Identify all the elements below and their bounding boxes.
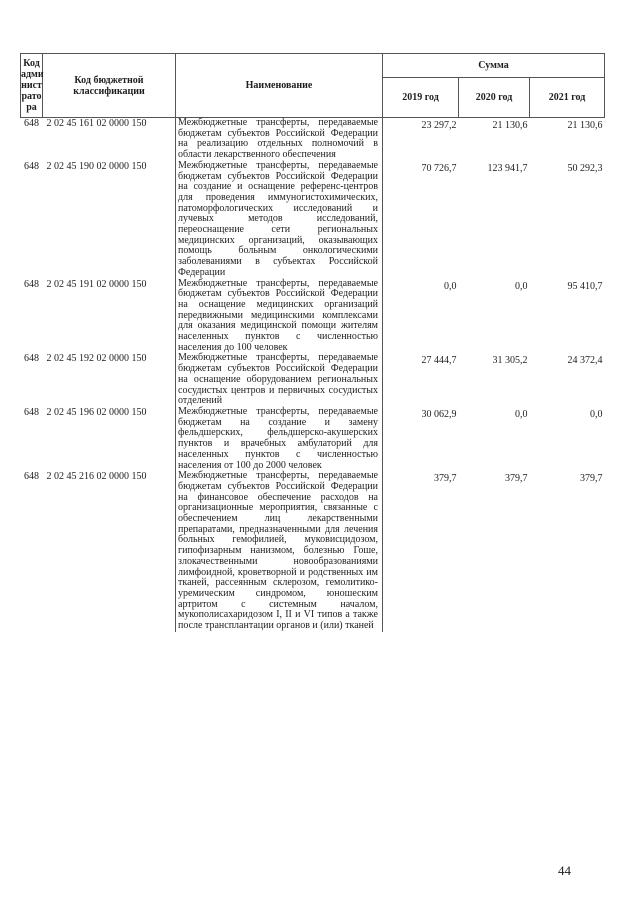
table-row (21, 407, 605, 471)
code-cell: 2 02 45 196 02 0000 150 (46, 406, 147, 418)
amount-2021-cell: 24 372,4 (567, 355, 603, 367)
table-row (21, 353, 605, 407)
year-2021-header: 2021 год (530, 78, 605, 118)
code-cell: 2 02 45 216 02 0000 150 (46, 471, 147, 483)
admin-cell: 648 (24, 160, 39, 172)
admin-cell: 648 (24, 118, 39, 129)
table-body (21, 118, 605, 632)
code-cell: 2 02 45 161 02 0000 150 (46, 118, 147, 129)
table-row (21, 471, 605, 632)
amount-2020-cell: 379,7 (505, 473, 528, 485)
amount-2021-cell: 95 410,7 (567, 280, 603, 292)
admin-cell: 648 (24, 471, 39, 483)
code-cell: 2 02 45 191 02 0000 150 (46, 278, 147, 290)
amount-2021-cell: 379,7 (580, 473, 603, 485)
amount-2021-cell: 50 292,3 (567, 162, 603, 174)
table-header (21, 54, 605, 118)
budget-code-header: Код бюджетной классификации (43, 54, 176, 118)
amount-2021-cell: 0,0 (590, 408, 603, 420)
amount-2019-cell: 23 297,2 (421, 120, 457, 131)
amount-2020-cell: 21 130,6 (492, 120, 528, 131)
admin-cell: 648 (24, 353, 39, 365)
amount-2019-cell: 0,0 (444, 280, 457, 292)
name-cell: Межбюджетные трансферты, передаваемые бюджетам субъектов Российской Федерации на оснащение оборудованием региональных сосудистых центров и первичных сосудистых отделений (176, 353, 383, 407)
amount-2021-cell: 21 130,6 (567, 120, 603, 131)
amount-2020-cell: 123 941,7 (487, 162, 528, 174)
amount-2019-cell: 70 726,7 (421, 162, 457, 174)
admin-code-header: Код адми нист рато ра (21, 54, 43, 118)
admin-cell: 648 (24, 406, 39, 418)
sum-header: Сумма (383, 54, 605, 78)
year-2019-header: 2019 год (383, 78, 459, 118)
year-2020-header: 2020 год (459, 78, 530, 118)
amount-2020-cell: 0,0 (515, 408, 528, 420)
amount-2020-cell: 31 305,2 (492, 355, 528, 367)
admin-cell: 648 (24, 278, 39, 290)
table-row (21, 118, 605, 161)
code-cell: 2 02 45 190 02 0000 150 (46, 160, 147, 172)
amount-2020-cell: 0,0 (515, 280, 528, 292)
name-cell: Межбюджетные трансферты, передаваемые бюджетам субъектов Российской Федерации на оснащение медицинских организаций передвижными медицинскими комплексами для оказания медицинской помощи жителям населенных пунктов с численностью населения до 100 человек (176, 279, 383, 354)
amount-2019-cell: 379,7 (434, 473, 457, 485)
name-header: Наименование (176, 54, 383, 118)
budget-table (20, 53, 605, 632)
table-row (21, 161, 605, 279)
name-cell: Межбюджетные трансферты, передаваемые бюджетам субъектов Российской Федерации на создание и оснащение референс-центров для проведения иммуногистохимических, патоморфологических исследований и лучевых методов исследований, переоснащение сети региональных медицинских организаций, оказывающих помощь больным онкологическими заболеваниями в субъектах Российской Федерации (176, 161, 383, 279)
amount-2019-cell: 27 444,7 (421, 355, 457, 367)
name-cell: Межбюджетные трансферты, передаваемые бюджетам субъектов Российской Федерации на финансовое обеспечение расходов на организационные мероприятия, связанные с обеспечением лиц лекарственными препаратами, предназначенными для лечения больных гемофилией, муковисцидозом, гипофизарным нанизмом, болезнью Гоше, злокачественными новообразованиями лимфоидной, кроветворной и родственных им тканей, рассеянным склерозом, гемолитико-уремическим синдромом, юношеским артритом с системным началом, мукополисахаридозом I, II и VI типов а также после трансплантации органов и (или) тканей (176, 471, 383, 632)
amount-2019-cell: 30 062,9 (421, 408, 457, 420)
name-cell: Межбюджетные трансферты, передаваемые бюджетам на создание и замену фельдшерских, фельдшерско-акушерских пунктов и врачебных амбулаторий для населенных пунктов с численностью населения от 100 до 2000 человек (176, 407, 383, 471)
code-cell: 2 02 45 192 02 0000 150 (46, 353, 147, 365)
name-cell: Межбюджетные трансферты, передаваемые бюджетам субъектов Российской Федерации на реализацию отдельных полномочий в области лекарственного обеспечения (176, 118, 383, 161)
page-number: 44 (558, 863, 571, 878)
table-row (21, 279, 605, 354)
